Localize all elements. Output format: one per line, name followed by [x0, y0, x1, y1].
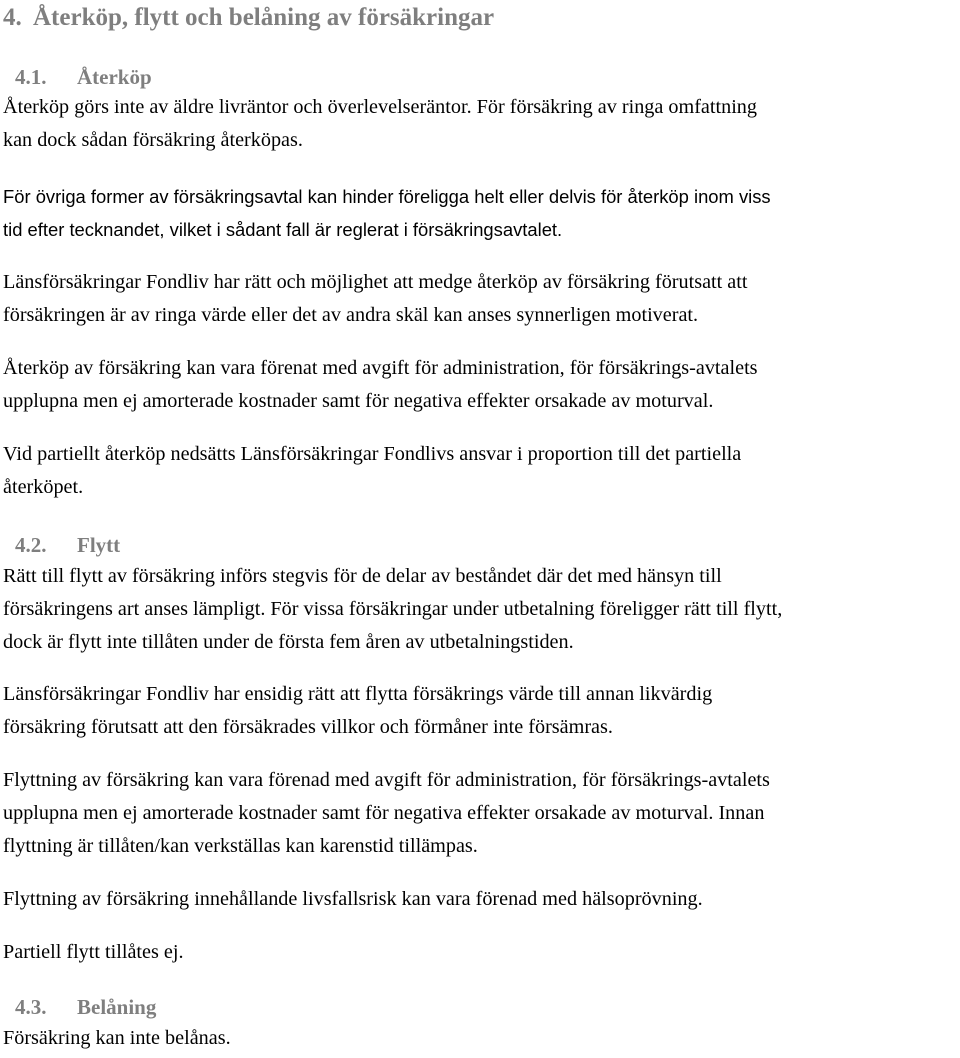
- subsection-number: 4.2.: [15, 533, 47, 557]
- section-heading: [3, 2, 494, 34]
- subsection-heading-belaning: [15, 994, 156, 1020]
- paragraph: [3, 560, 958, 659]
- paragraph-line: försäkring förutsatt att den försäkrades villkor och förmåner inte försämras.: [3, 716, 613, 738]
- paragraph: [3, 1022, 958, 1055]
- paragraph-line: Rätt till flytt av försäkring införs stegvis för de delar av beståndet där det med hänsyn till: [3, 565, 722, 587]
- section-title: Återköp, flytt och belåning av försäkringar: [33, 4, 495, 31]
- paragraph-line: försäkringen är av ringa värde eller det av andra skäl kan anses synnerligen motiverat.: [3, 304, 699, 326]
- paragraph-line: Återköp av försäkring kan vara förenat med avgift för administration, för försäkrings-avtalets: [3, 357, 758, 379]
- paragraph-line: flyttning är tillåten/kan verkställas kan karenstid tillämpas.: [3, 835, 478, 857]
- paragraph-line: Försäkring kan inte belånas.: [3, 1027, 231, 1049]
- subsection-heading-aterkop: [15, 64, 152, 90]
- subsection-title: Flytt: [77, 533, 121, 557]
- paragraph-line: upplupna men ej amorterade kostnader samt för negativa effekter orsakade av moturval. Innan: [3, 802, 765, 824]
- subsection-number: 4.3.: [15, 995, 47, 1019]
- paragraph: [3, 180, 958, 246]
- paragraph-line: kan dock sådan försäkring återköpas.: [3, 129, 303, 151]
- paragraph-line: Vid partiellt återköp nedsätts Länsförsäkringar Fondlivs ansvar i proportion till det partiella: [3, 443, 742, 465]
- paragraph-line: försäkringens art anses lämpligt. För vissa försäkringar under utbetalning föreligger rätt till flytt,: [3, 598, 783, 620]
- paragraph-line: Länsförsäkringar Fondliv har ensidig rätt att flytta försäkrings värde till annan likvärdig: [3, 683, 713, 705]
- paragraph-line: Länsförsäkringar Fondliv har rätt och möjlighet att medge återköp av försäkring förutsatt att: [3, 271, 748, 293]
- paragraph: [3, 883, 958, 916]
- paragraph-line: tid efter tecknandet, vilket i sådant fall är reglerat i försäkringsavtalet.: [3, 219, 563, 240]
- paragraph: [3, 266, 958, 332]
- subsection-title: Belåning: [77, 995, 157, 1019]
- paragraph-line: Partiell flytt tillåtes ej.: [3, 941, 184, 963]
- paragraph: [3, 91, 958, 157]
- paragraph: [3, 438, 958, 504]
- subsection-number: 4.1.: [15, 65, 47, 89]
- paragraph: [3, 936, 958, 969]
- paragraph-line: återköpet.: [3, 476, 84, 498]
- paragraph: [3, 764, 958, 863]
- paragraph: [3, 352, 958, 418]
- subsection-title: Återköp: [77, 65, 152, 89]
- paragraph: [3, 678, 958, 744]
- paragraph-line: För övriga former av försäkringsavtal kan hinder föreligga helt eller delvis för återköp inom viss: [3, 186, 771, 207]
- paragraph-line: Flyttning av försäkring innehållande livsfallsrisk kan vara förenad med hälsoprövning.: [3, 888, 703, 910]
- paragraph-line: Återköp görs inte av äldre livräntor och överlevelseräntor. För försäkring av ringa omfattning: [3, 96, 757, 118]
- paragraph-line: Flyttning av försäkring kan vara förenad med avgift för administration, för försäkrings-avtalets: [3, 769, 770, 791]
- paragraph-line: dock är flytt inte tillåten under de första fem åren av utbetalningstiden.: [3, 631, 574, 653]
- section-number: 4.: [3, 4, 22, 31]
- subsection-heading-flytt: [15, 532, 120, 558]
- paragraph-line: upplupna men ej amorterade kostnader samt för negativa effekter orsakade av moturval.: [3, 390, 714, 412]
